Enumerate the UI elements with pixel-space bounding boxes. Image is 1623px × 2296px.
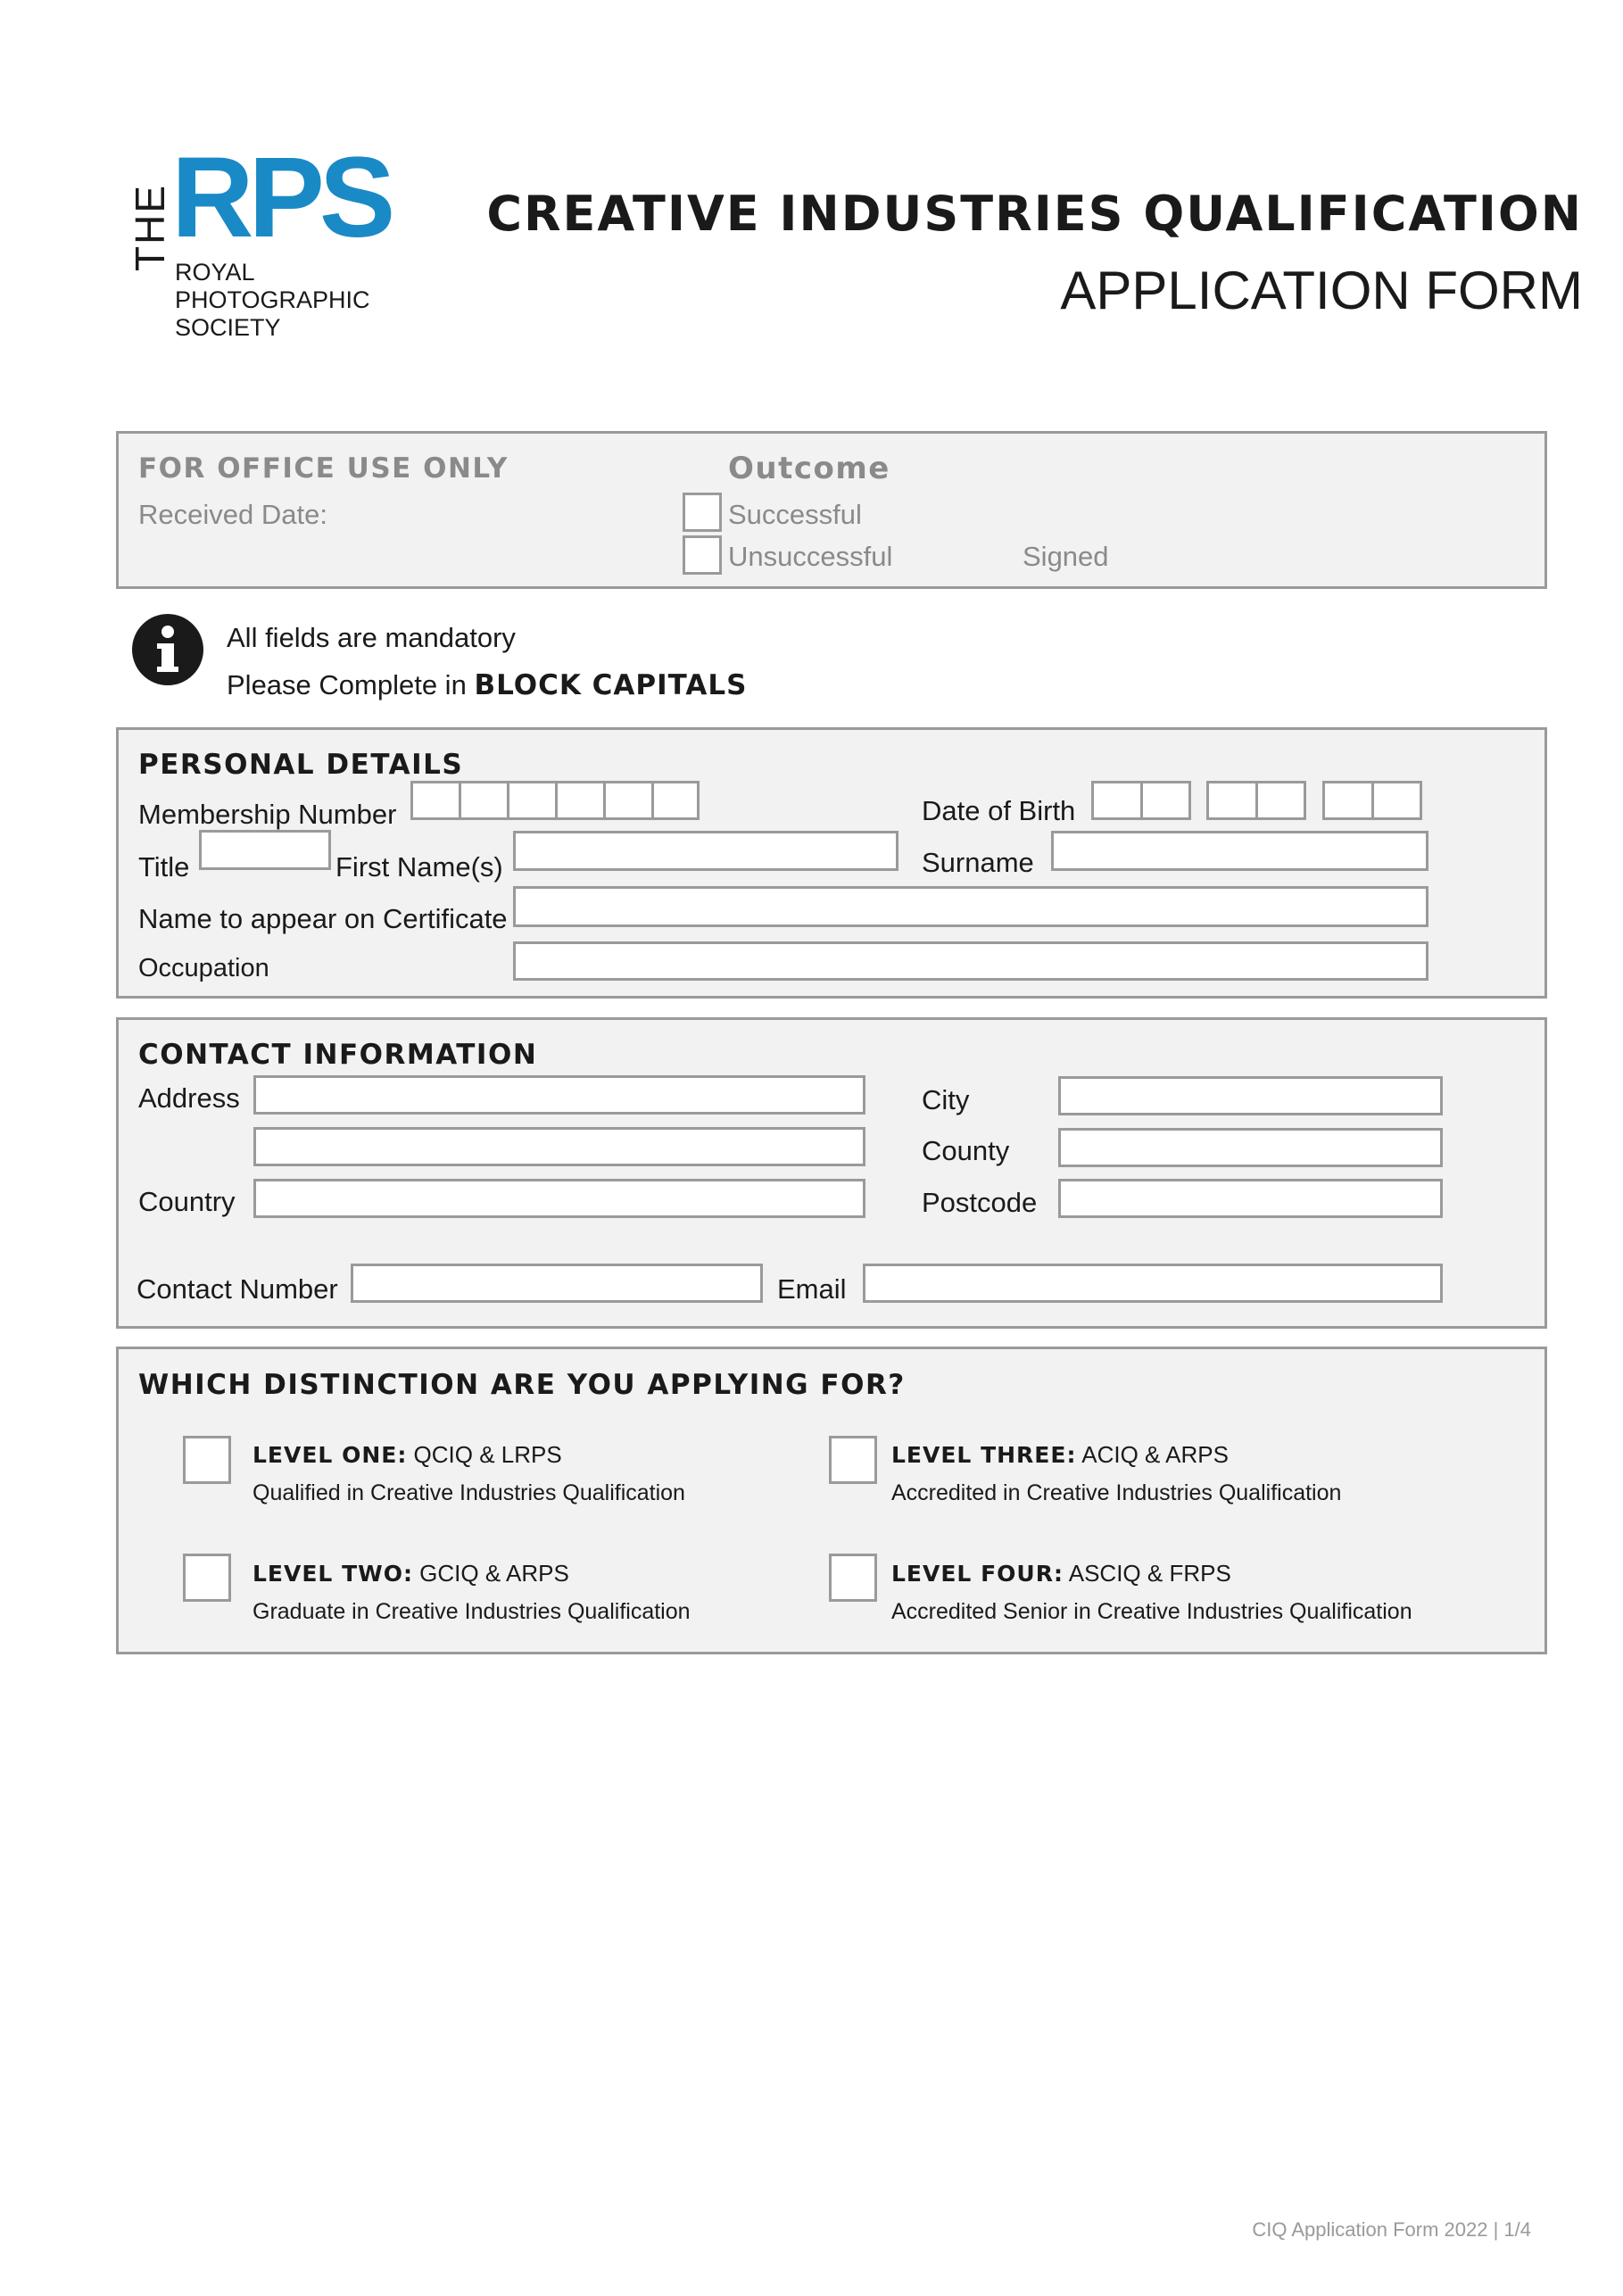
title-label: Title	[138, 851, 190, 883]
rps-logo	[125, 134, 393, 355]
level-four-description: Accredited Senior in Creative Industries Qualification	[891, 1599, 1412, 1624]
first-name-field[interactable]	[513, 831, 898, 871]
level-two-codes: GCIQ & ARPS	[412, 1560, 569, 1587]
occupation-label: Occupation	[138, 954, 269, 982]
contact-number-label: Contact Number	[137, 1273, 338, 1305]
logo-the-text: THE	[127, 184, 173, 271]
membership-number-label: Membership Number	[138, 799, 397, 830]
received-date-label: Received Date:	[138, 499, 327, 530]
postcode-field[interactable]	[1058, 1179, 1443, 1218]
contact-number-field[interactable]	[351, 1264, 763, 1303]
level-three-description: Accredited in Creative Industries Qualification	[891, 1480, 1342, 1505]
page-footer: CIQ Application Form 2022 | 1/4	[1252, 2218, 1531, 2241]
level-three-codes: ACIQ & ARPS	[1076, 1441, 1229, 1468]
dob-digit-divider	[1255, 783, 1258, 817]
level-three-name: LEVEL THREE:	[891, 1442, 1077, 1468]
email-label: Email	[777, 1273, 847, 1305]
distinction-heading: WHICH DISTINCTION ARE YOU APPLYING FOR?	[138, 1369, 906, 1401]
county-label: County	[922, 1135, 1010, 1166]
unsuccessful-label: Unsuccessful	[728, 541, 893, 572]
contact-information-heading: CONTACT INFORMATION	[138, 1039, 538, 1071]
occupation-field[interactable]	[513, 941, 1428, 981]
surname-label: Surname	[922, 847, 1034, 878]
office-use-panel	[116, 431, 1547, 589]
contact-information-panel	[116, 1017, 1547, 1329]
certificate-name-field[interactable]	[513, 886, 1428, 927]
info-icon	[132, 614, 203, 685]
title-field[interactable]	[199, 830, 331, 870]
dob-year-field[interactable]	[1322, 781, 1422, 820]
level-one-title	[253, 1443, 562, 1466]
date-of-birth-label: Date of Birth	[922, 795, 1076, 826]
dob-digit-divider	[1371, 783, 1374, 817]
unsuccessful-checkbox[interactable]	[683, 535, 722, 575]
country-field[interactable]	[253, 1179, 865, 1218]
level-four-checkbox[interactable]	[829, 1554, 877, 1602]
level-one-name: LEVEL ONE:	[253, 1442, 408, 1468]
notice-bold: BLOCK CAPITALS	[474, 669, 748, 701]
address-line2-field[interactable]	[253, 1127, 865, 1166]
dob-month-field[interactable]	[1206, 781, 1306, 820]
level-two-title	[253, 1562, 569, 1585]
notice-prefix: Please Complete in	[227, 669, 475, 700]
level-four-title	[891, 1562, 1231, 1585]
level-three-title	[891, 1443, 1229, 1466]
dob-digit-divider	[1140, 783, 1143, 817]
membership-digit-divider	[555, 783, 558, 817]
address-label: Address	[138, 1082, 240, 1114]
logo-line-society: SOCIETY	[175, 314, 281, 341]
level-three-checkbox[interactable]	[829, 1436, 877, 1484]
membership-digit-divider	[459, 783, 461, 817]
signed-label: Signed	[1023, 541, 1109, 572]
membership-digit-divider	[507, 783, 509, 817]
level-four-name: LEVEL FOUR:	[891, 1561, 1064, 1587]
form-subtitle: APPLICATION FORM	[1060, 261, 1583, 320]
country-label: Country	[138, 1186, 236, 1217]
personal-details-panel	[116, 727, 1547, 999]
membership-digit-divider	[603, 783, 606, 817]
level-one-codes: QCIQ & LRPS	[407, 1441, 562, 1468]
city-field[interactable]	[1058, 1076, 1443, 1115]
email-field[interactable]	[863, 1264, 1443, 1303]
dob-day-field[interactable]	[1091, 781, 1191, 820]
first-name-label: First Name(s)	[335, 851, 503, 883]
surname-field[interactable]	[1051, 831, 1428, 871]
city-label: City	[922, 1084, 970, 1115]
county-field[interactable]	[1058, 1128, 1443, 1167]
successful-label: Successful	[728, 499, 862, 530]
form-title: CREATIVE INDUSTRIES QUALIFICATION	[486, 186, 1583, 242]
block-capitals-notice	[227, 671, 747, 700]
postcode-label: Postcode	[922, 1187, 1038, 1218]
membership-digit-divider	[651, 783, 654, 817]
mandatory-notice: All fields are mandatory	[227, 622, 516, 653]
level-two-name: LEVEL TWO:	[253, 1561, 413, 1587]
logo-line-royal: ROYAL	[175, 259, 255, 286]
level-two-checkbox[interactable]	[183, 1554, 231, 1602]
level-one-checkbox[interactable]	[183, 1436, 231, 1484]
logo-line-photographic: PHOTOGRAPHIC	[175, 286, 370, 313]
certificate-name-label: Name to appear on Certificate	[138, 903, 508, 934]
successful-checkbox[interactable]	[683, 493, 722, 532]
personal-details-heading: PERSONAL DETAILS	[138, 749, 464, 781]
distinction-panel	[116, 1347, 1547, 1654]
level-four-codes: ASCIQ & FRPS	[1063, 1560, 1231, 1587]
office-use-heading: FOR OFFICE USE ONLY	[138, 452, 509, 485]
outcome-heading: Outcome	[728, 451, 890, 486]
membership-number-field[interactable]	[410, 781, 700, 820]
level-two-description: Graduate in Creative Industries Qualification	[253, 1599, 691, 1624]
address-line1-field[interactable]	[253, 1075, 865, 1115]
level-one-description: Qualified in Creative Industries Qualification	[253, 1480, 685, 1505]
logo-rps-text: RPS	[171, 134, 391, 261]
